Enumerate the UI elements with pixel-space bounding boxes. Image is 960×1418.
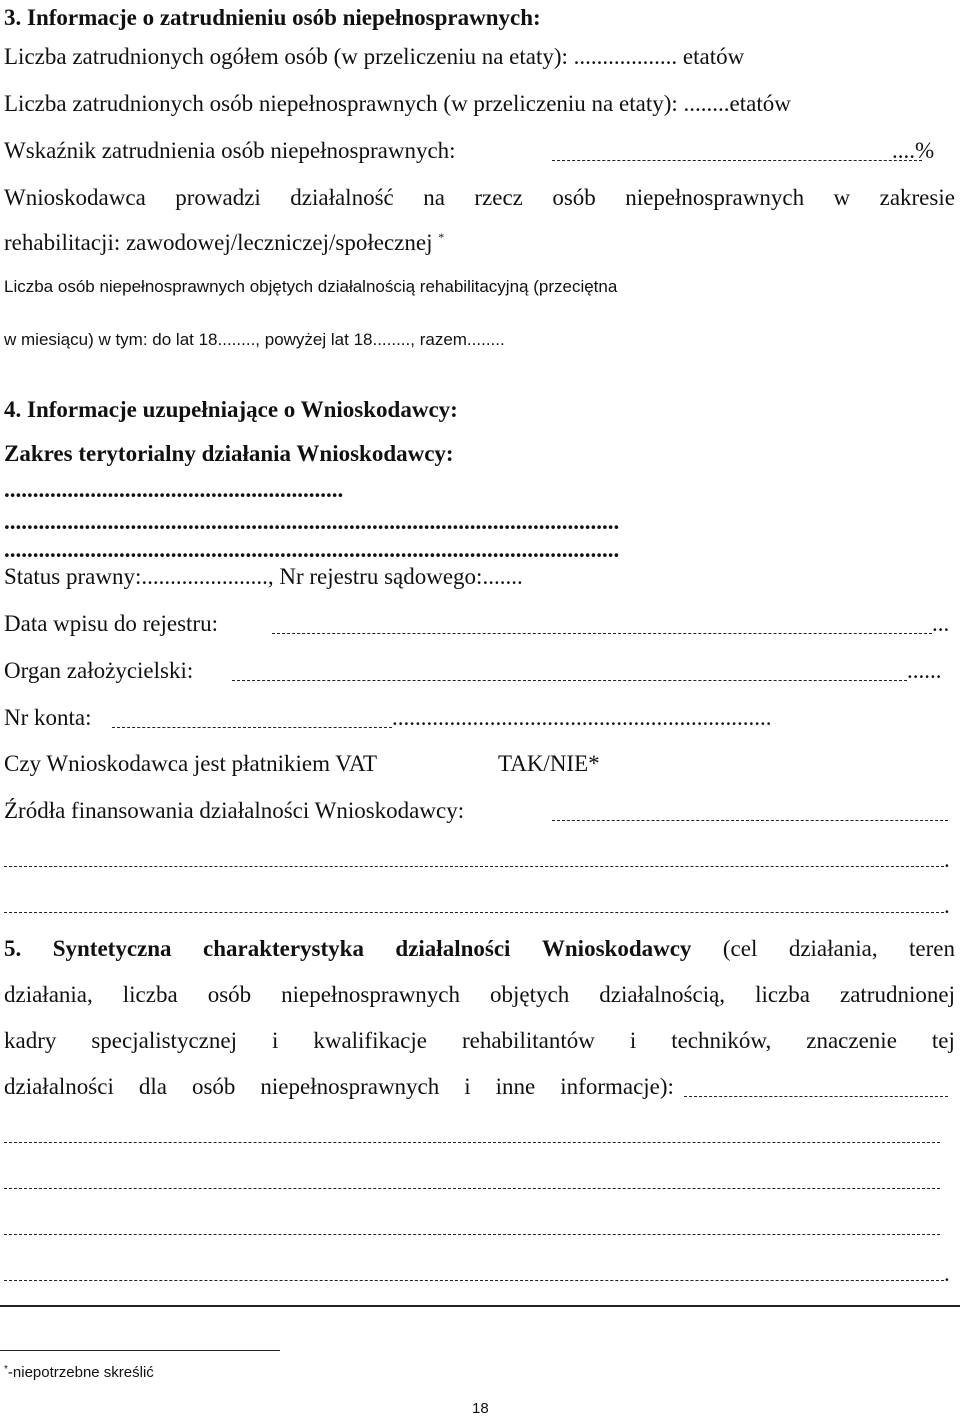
word: tej — [931, 1028, 955, 1053]
word: osób — [207, 982, 252, 1007]
word: kadry — [4, 1028, 57, 1053]
word: osób — [191, 1074, 236, 1099]
word: 5. — [4, 936, 22, 961]
section-3-heading: 3. Informacje o zatrudnieniu osób niepełnosprawnych: — [4, 5, 541, 30]
section-5-line-4 — [4, 1075, 674, 1098]
word: i — [271, 1028, 279, 1053]
word: informacje): — [560, 1074, 674, 1099]
section-5-line-2 — [4, 983, 955, 1006]
disabled-employment-unit: etatów — [729, 91, 791, 116]
total-employment-field[interactable]: .................. — [573, 44, 678, 69]
word: prowadzi — [175, 185, 261, 210]
account-number-dots: .................................................................. — [392, 706, 772, 729]
word: na — [423, 185, 445, 210]
word: działalności — [4, 1074, 114, 1099]
footnote-separator — [0, 1350, 280, 1351]
registry-date-field[interactable] — [272, 633, 932, 634]
total-employment-label: Liczba zatrudnionych ogółem osób (w przeliczeniu na etaty): — [4, 44, 574, 69]
line-end-dot: . — [944, 1261, 950, 1286]
funding-sources-field-3[interactable] — [4, 912, 944, 913]
word: rzecz — [474, 185, 523, 210]
word: i — [629, 1028, 637, 1053]
territorial-scope-field-2[interactable]: ........................................................................................................... — [4, 510, 620, 533]
word: niepełnosprawnych — [281, 982, 461, 1007]
word: specjalistycznej — [91, 1028, 237, 1053]
word: działalność — [290, 185, 394, 210]
territorial-scope-field-1[interactable]: ........................................................... — [4, 477, 344, 502]
legal-status-line[interactable]: Status prawny:......................, Nr rejestru sądowego:....... — [4, 564, 523, 589]
funding-sources-field-1[interactable] — [552, 820, 948, 821]
word: znaczenie — [806, 1028, 897, 1053]
word: Wnioskodawca — [4, 185, 146, 210]
word: działania, — [788, 936, 878, 961]
word: działalności — [395, 936, 511, 961]
section-4-heading: 4. Informacje uzupełniające o Wnioskodawcy: — [4, 397, 458, 422]
footnote-text: -niepotrzebne skreślić — [7, 1364, 154, 1381]
characteristics-field-4[interactable] — [4, 1234, 940, 1235]
characteristics-field-3[interactable] — [4, 1188, 940, 1189]
section-5-line-3 — [4, 1029, 955, 1052]
characteristics-field-2[interactable] — [4, 1142, 940, 1143]
characteristics-field-5[interactable] — [4, 1280, 944, 1281]
word: działalnością, — [599, 982, 726, 1007]
word: teren — [909, 936, 955, 961]
characteristics-field-1[interactable] — [684, 1096, 948, 1097]
footnote — [4, 1365, 154, 1380]
section-divider — [0, 1305, 960, 1307]
disabled-employment-line — [4, 92, 791, 115]
word: techników, — [671, 1028, 772, 1053]
founding-body-label: Organ założycielski: — [4, 658, 194, 683]
disabled-persons-count-label: Liczba osób niepełnosprawnych objętych działalnością rehabilitacyjną (przeciętna — [4, 277, 618, 296]
funding-sources-field-2[interactable] — [4, 866, 944, 867]
registry-date-label: Data wpisu do rejestru: — [4, 611, 218, 636]
footnote-mark: * — [438, 230, 445, 244]
word: charakterystyka — [202, 936, 364, 961]
territorial-scope-label: Zakres terytorialny działania Wnioskodawcy: — [4, 441, 454, 466]
total-employment-line — [4, 45, 744, 68]
total-employment-unit: etatów — [677, 44, 745, 69]
founding-body-field[interactable] — [232, 680, 907, 681]
word: kwalifikacje — [313, 1028, 427, 1053]
footnote-mark: * — [4, 1364, 8, 1375]
vat-question: Czy Wnioskodawca jest płatnikiem VAT — [4, 751, 378, 776]
disabled-employment-label: Liczba zatrudnionych osób niepełnosprawnych (w przeliczeniu na etaty): — [4, 91, 684, 116]
word: i — [464, 1074, 471, 1099]
account-number-field[interactable] — [112, 727, 392, 728]
section-5-heading — [4, 937, 955, 960]
word: objętych — [490, 982, 570, 1007]
line-end-dot: . — [944, 847, 950, 872]
word: liczba — [122, 982, 178, 1007]
rehab-type-line — [4, 231, 444, 254]
age-breakdown-line[interactable]: w miesiącu) w tym: do lat 18........, powyżej lat 18........, razem........ — [4, 330, 505, 349]
word: zatrudnionej — [840, 982, 955, 1007]
territorial-scope-field-3[interactable]: ........................................................................................................... — [4, 538, 620, 561]
word: niepełnosprawnych — [625, 185, 805, 210]
word: zakresie — [879, 185, 955, 210]
word: (cel — [722, 936, 758, 961]
word: osób — [552, 185, 596, 210]
registry-date-end: ... — [932, 611, 950, 636]
funding-sources-label: Źródła finansowania działalności Wnioskodawcy: — [4, 798, 465, 823]
rehab-type-options[interactable]: rehabilitacji: zawodowej/leczniczej/społecznej — [4, 230, 439, 255]
word: rehabilitantów — [461, 1028, 595, 1053]
account-number-label: Nr konta: — [4, 705, 92, 730]
word: inne — [495, 1074, 536, 1099]
word: w — [833, 185, 851, 210]
word: Syntetyczna — [52, 936, 172, 961]
word: Wnioskodawcy — [541, 936, 692, 961]
founding-body-end: ...... — [907, 658, 942, 683]
rehab-activity-line — [4, 186, 955, 209]
vat-answer[interactable]: TAK/NIE* — [498, 751, 600, 776]
line-end-dot: . — [944, 893, 950, 918]
word: niepełnosprawnych — [260, 1074, 440, 1099]
employment-rate-field[interactable] — [552, 160, 922, 161]
employment-rate-end: ....% — [892, 138, 935, 163]
word: dla — [138, 1074, 167, 1099]
word: liczba — [755, 982, 810, 1007]
employment-rate-label: Wskaźnik zatrudnienia osób niepełnosprawnych: — [4, 138, 456, 163]
word: działania, — [4, 982, 93, 1007]
page-number: 18 — [472, 1400, 489, 1417]
disabled-employment-field[interactable]: ........ — [683, 91, 730, 116]
